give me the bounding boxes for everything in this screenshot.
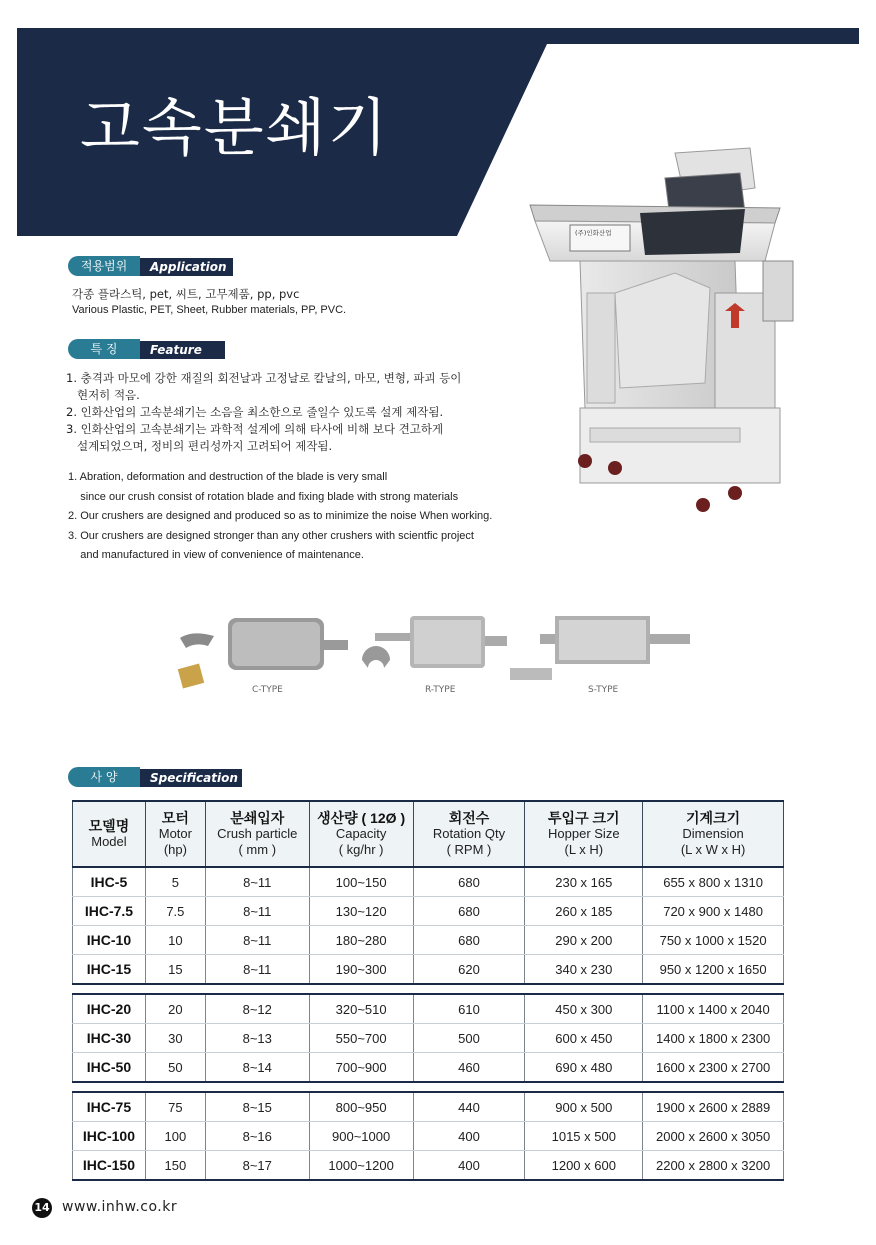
table-cell: 1400 x 1800 x 2300 bbox=[643, 1024, 784, 1053]
table-cell: 950 x 1200 x 1650 bbox=[643, 955, 784, 985]
table-cell: 2200 x 2800 x 3200 bbox=[643, 1151, 784, 1181]
table-header-row bbox=[73, 801, 784, 867]
application-label-ko: 적용범위 bbox=[68, 256, 140, 276]
table-cell: 600 x 450 bbox=[525, 1024, 643, 1053]
table-cell: 620 bbox=[413, 955, 525, 985]
website-url: www.inhw.co.kr bbox=[62, 1199, 178, 1215]
table-cell: 610 bbox=[413, 994, 525, 1024]
table-cell: 1000~1200 bbox=[309, 1151, 413, 1181]
table-cell: 8~12 bbox=[205, 994, 309, 1024]
table-row bbox=[73, 955, 784, 985]
model-cell: IHC-50 bbox=[73, 1053, 146, 1083]
separator-cell bbox=[73, 1082, 784, 1092]
table-cell: 20 bbox=[145, 994, 205, 1024]
table-cell: 550~700 bbox=[309, 1024, 413, 1053]
model-cell: IHC-100 bbox=[73, 1122, 146, 1151]
table-cell: 5 bbox=[145, 867, 205, 897]
feature-label-ko: 특 징 bbox=[68, 339, 140, 359]
table-cell: 450 x 300 bbox=[525, 994, 643, 1024]
table-cell: 320~510 bbox=[309, 994, 413, 1024]
table-cell: 1200 x 600 bbox=[525, 1151, 643, 1181]
table-cell: 8~11 bbox=[205, 897, 309, 926]
r-type-label: R-TYPE bbox=[425, 685, 456, 695]
model-cell: IHC-150 bbox=[73, 1151, 146, 1181]
table-cell: 440 bbox=[413, 1092, 525, 1122]
model-cell: IHC-5 bbox=[73, 867, 146, 897]
table-cell: 800~950 bbox=[309, 1092, 413, 1122]
table-cell: 230 x 165 bbox=[525, 867, 643, 897]
table-row bbox=[73, 897, 784, 926]
table-cell: 1100 x 1400 x 2040 bbox=[643, 994, 784, 1024]
blade-types-image bbox=[170, 600, 700, 700]
header-capacity: 생산량 ( 12Ø ) Capacity ( kg/hr ) bbox=[309, 801, 413, 867]
specification-label-en: Specification bbox=[140, 769, 242, 787]
table-cell: 400 bbox=[413, 1151, 525, 1181]
feature-ko-line: 2. 인화산업의 고속분쇄기는 소음을 최소한으로 줄일수 있도록 설계 제작됨. bbox=[66, 405, 444, 419]
table-cell: 8~15 bbox=[205, 1092, 309, 1122]
table-cell: 30 bbox=[145, 1024, 205, 1053]
table-row bbox=[73, 926, 784, 955]
model-cell: IHC-7.5 bbox=[73, 897, 146, 926]
header-rotation: 회전수 Rotation Qty ( RPM ) bbox=[413, 801, 525, 867]
header-hopper-size: 투입구 크기 Hopper Size (L x H) bbox=[525, 801, 643, 867]
table-cell: 8~14 bbox=[205, 1053, 309, 1083]
page-number: 14 bbox=[32, 1198, 52, 1218]
group-separator bbox=[73, 1082, 784, 1092]
feature-en-line: and manufactured in view of convenience of maintenance. bbox=[68, 549, 364, 561]
table-cell: 340 x 230 bbox=[525, 955, 643, 985]
table-cell: 500 bbox=[413, 1024, 525, 1053]
feature-en-line: since our crush consist of rotation blade and fixing blade with strong materials bbox=[68, 490, 459, 503]
crusher-machine-image bbox=[525, 143, 805, 515]
separator-cell bbox=[73, 984, 784, 994]
table-row bbox=[73, 994, 784, 1024]
table-cell: 8~11 bbox=[205, 955, 309, 985]
feature-en-line: 1. Abration, deformation and destruction of the blade is very small bbox=[68, 471, 388, 483]
table-cell: 180~280 bbox=[309, 926, 413, 955]
table-cell: 10 bbox=[145, 926, 205, 955]
header-crush-particle: 분쇄입자 Crush particle ( mm ) bbox=[205, 801, 309, 867]
feature-en-line: 2. Our crushers are designed and produced so as to minimize the noise When working. bbox=[68, 510, 493, 522]
model-cell: IHC-15 bbox=[73, 955, 146, 985]
table-cell: 50 bbox=[145, 1053, 205, 1083]
feature-ko-line: 1. 충격과 마모에 강한 재질의 회전날과 고정날로 칼날의, 마모, 변형, 파괴 등이 bbox=[66, 371, 462, 385]
application-label-en: Application bbox=[140, 258, 233, 276]
feature-ko-line: 설계되었으며, 정비의 편리성까지 고려되어 제작됨. bbox=[66, 439, 333, 453]
feature-label-en: Feature bbox=[140, 341, 225, 359]
table-cell: 460 bbox=[413, 1053, 525, 1083]
machine-plate-text: (주)인화산업 bbox=[575, 229, 612, 237]
table-cell: 680 bbox=[413, 867, 525, 897]
s-type-label: S-TYPE bbox=[588, 685, 619, 695]
table-row bbox=[73, 1024, 784, 1053]
table-cell: 655 x 800 x 1310 bbox=[643, 867, 784, 897]
application-section-header bbox=[68, 256, 233, 276]
table-cell: 100 bbox=[145, 1122, 205, 1151]
table-cell: 8~16 bbox=[205, 1122, 309, 1151]
table-cell: 75 bbox=[145, 1092, 205, 1122]
c-type-label: C-TYPE bbox=[252, 685, 283, 695]
table-cell: 190~300 bbox=[309, 955, 413, 985]
table-cell: 2000 x 2600 x 3050 bbox=[643, 1122, 784, 1151]
feature-ko-line: 현저히 적음. bbox=[66, 388, 140, 402]
table-cell: 15 bbox=[145, 955, 205, 985]
table-row bbox=[73, 1092, 784, 1122]
model-cell: IHC-20 bbox=[73, 994, 146, 1024]
feature-en-line: 3. Our crushers are designed stronger than any other crushers with scientfic project bbox=[68, 529, 474, 542]
header-dimension: 기계크기 Dimension (L x W x H) bbox=[643, 801, 784, 867]
table-cell: 8~17 bbox=[205, 1151, 309, 1181]
table-cell: 260 x 185 bbox=[525, 897, 643, 926]
specification-table-body bbox=[73, 867, 784, 1180]
table-cell: 680 bbox=[413, 897, 525, 926]
table-cell: 1600 x 2300 x 2700 bbox=[643, 1053, 784, 1083]
model-cell: IHC-10 bbox=[73, 926, 146, 955]
table-cell: 700~900 bbox=[309, 1053, 413, 1083]
application-line-en: Various Plastic, PET, Sheet, Rubber materials, PP, PVC. bbox=[72, 304, 347, 316]
table-row bbox=[73, 1122, 784, 1151]
table-cell: 1015 x 500 bbox=[525, 1122, 643, 1151]
table-cell: 900~1000 bbox=[309, 1122, 413, 1151]
table-cell: 7.5 bbox=[145, 897, 205, 926]
table-row bbox=[73, 1053, 784, 1083]
table-cell: 750 x 1000 x 1520 bbox=[643, 926, 784, 955]
group-separator bbox=[73, 984, 784, 994]
feature-list-ko bbox=[66, 370, 461, 455]
model-cell: IHC-30 bbox=[73, 1024, 146, 1053]
model-cell: IHC-75 bbox=[73, 1092, 146, 1122]
table-cell: 8~11 bbox=[205, 926, 309, 955]
table-cell: 130~120 bbox=[309, 897, 413, 926]
feature-list-en bbox=[68, 468, 492, 566]
header-model: 모델명 Model bbox=[73, 801, 146, 867]
specification-section-header bbox=[68, 767, 242, 787]
table-cell: 680 bbox=[413, 926, 525, 955]
table-cell: 8~11 bbox=[205, 867, 309, 897]
table-row bbox=[73, 1151, 784, 1181]
table-cell: 100~150 bbox=[309, 867, 413, 897]
table-cell: 1900 x 2600 x 2889 bbox=[643, 1092, 784, 1122]
table-cell: 900 x 500 bbox=[525, 1092, 643, 1122]
header-motor: 모터 Motor (hp) bbox=[145, 801, 205, 867]
table-cell: 400 bbox=[413, 1122, 525, 1151]
table-cell: 690 x 480 bbox=[525, 1053, 643, 1083]
table-row bbox=[73, 867, 784, 897]
page-title: 고속분쇄기 bbox=[80, 91, 390, 164]
specification-table bbox=[72, 800, 784, 1181]
table-cell: 290 x 200 bbox=[525, 926, 643, 955]
application-line-ko: 각종 플라스틱, pet, 씨트, 고무제품, pp, pvc bbox=[72, 287, 300, 301]
table-cell: 8~13 bbox=[205, 1024, 309, 1053]
feature-section-header bbox=[68, 339, 225, 359]
table-cell: 720 x 900 x 1480 bbox=[643, 897, 784, 926]
table-cell: 150 bbox=[145, 1151, 205, 1181]
feature-ko-line: 3. 인화산업의 고속분쇄기는 과학적 설계에 의해 타사에 비해 보다 견고하게 bbox=[66, 422, 444, 436]
specification-label-ko: 사 양 bbox=[68, 767, 140, 787]
